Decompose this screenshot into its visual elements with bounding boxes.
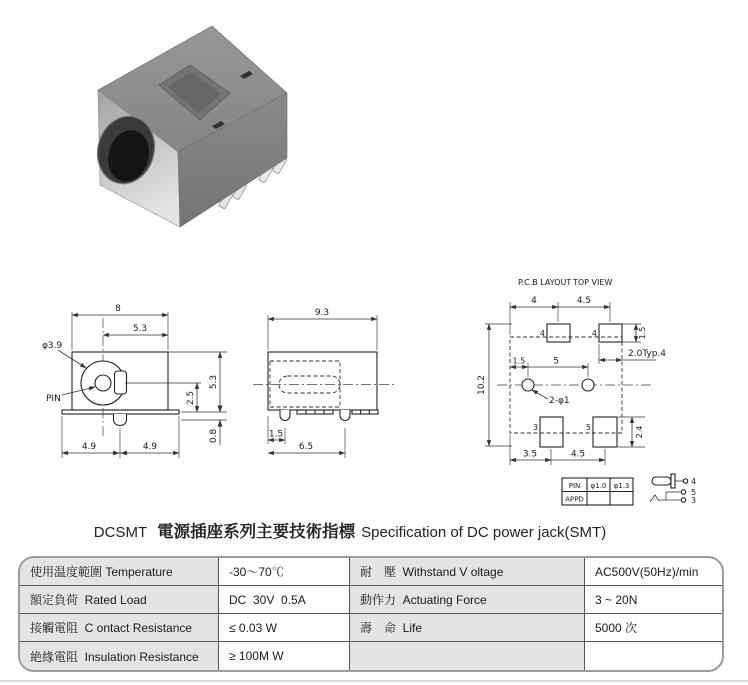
- page-bottom-divider: [0, 680, 748, 682]
- spec-label: 壽 命 Life: [350, 614, 585, 642]
- dim-label: 1.5: [512, 356, 526, 366]
- spec-value: ≤ 0.03 W: [219, 614, 350, 642]
- spec-label: 絶緣電阻 Insulation Resistance: [20, 642, 219, 670]
- page-title: [0, 518, 700, 542]
- dim-label: 2.4: [635, 425, 644, 439]
- plug-schematic: [650, 474, 696, 505]
- pad-number: 4: [591, 329, 597, 338]
- pin-table-header: PIN: [568, 482, 581, 490]
- spec-table: [18, 556, 724, 672]
- barrel-dia-label: φ3.9: [42, 341, 63, 351]
- smt-tabs: [297, 410, 378, 414]
- spec-value: -30～70℃: [219, 558, 350, 586]
- pad-number: 3: [532, 423, 538, 432]
- dim-label: 8: [115, 304, 121, 314]
- title-english: Specification of DC power jack(SMT): [361, 524, 607, 541]
- pin-table-header: φ1.0: [590, 482, 607, 490]
- dim-label: 1.5: [638, 326, 647, 340]
- dim-label: 2.5: [186, 390, 196, 406]
- dim-label: 10.2: [477, 374, 487, 396]
- spec-label: [350, 642, 585, 670]
- side-view-drawing: [253, 308, 394, 458]
- pin-label: PIN: [46, 394, 61, 404]
- spec-value: AC500V(50Hz)/min: [585, 558, 722, 586]
- spec-label: 使用温度範圍 Temperature: [20, 558, 219, 586]
- spec-value: DC 30V 0.5A: [219, 586, 350, 614]
- terminal-label: 4: [691, 477, 697, 486]
- dim-label: 4.5: [570, 449, 586, 460]
- pad-number: 5: [585, 423, 591, 432]
- dim-label: 1.5: [268, 429, 284, 440]
- dim-label: 9.3: [314, 308, 330, 318]
- spec-value: ≥ 100M W: [219, 642, 350, 670]
- dim-label: 4.5: [576, 296, 592, 306]
- spec-label: 動作力 Actuating Force: [350, 586, 585, 614]
- pcb-layout-drawing: [477, 278, 666, 465]
- model-name: DCSMT: [93, 524, 148, 541]
- pin-table-header: φ1.3: [613, 482, 630, 490]
- dim-label: 4.9: [142, 442, 158, 452]
- dim-label: 5: [553, 356, 559, 367]
- spec-value: 3 ~ 20N: [585, 586, 722, 614]
- product-photo: [88, 14, 318, 244]
- top-view-title: TOP VIEW: [573, 278, 613, 287]
- spec-value: [585, 642, 722, 670]
- dim-label: 0.8: [209, 428, 219, 444]
- holes-note: 2-φ1: [549, 396, 570, 406]
- dim-label: 3.5: [522, 449, 538, 460]
- technical-drawings: [0, 260, 748, 520]
- dim-label: 4.9: [81, 442, 97, 452]
- pcb-layout-title: P.C.B LAYOUT: [518, 278, 572, 287]
- spec-label: 額定負荷 Rated Load: [20, 586, 219, 614]
- front-view-drawing: [42, 304, 227, 458]
- terminal-label: 5: [691, 488, 697, 497]
- spec-value: 5000 次: [585, 614, 722, 642]
- pad-number: 4: [539, 329, 545, 338]
- pad-width-note: 2.0Typ.4: [628, 349, 667, 359]
- dim-label: 5.3: [132, 324, 148, 334]
- spec-label: 接觸電阻 C ontact Resistance: [20, 614, 219, 642]
- dim-label: 6.5: [298, 442, 314, 452]
- title-chinese: 電源插座系列主要技術指標: [157, 523, 356, 541]
- terminal-label: 3: [691, 496, 697, 505]
- pin-size-table: [562, 478, 633, 505]
- pin-table-appd: APPD: [565, 495, 584, 504]
- dim-label: 4: [531, 296, 537, 306]
- dim-label: 5.3: [209, 374, 219, 390]
- spec-label: 耐 壓 Withstand V oltage: [350, 558, 585, 586]
